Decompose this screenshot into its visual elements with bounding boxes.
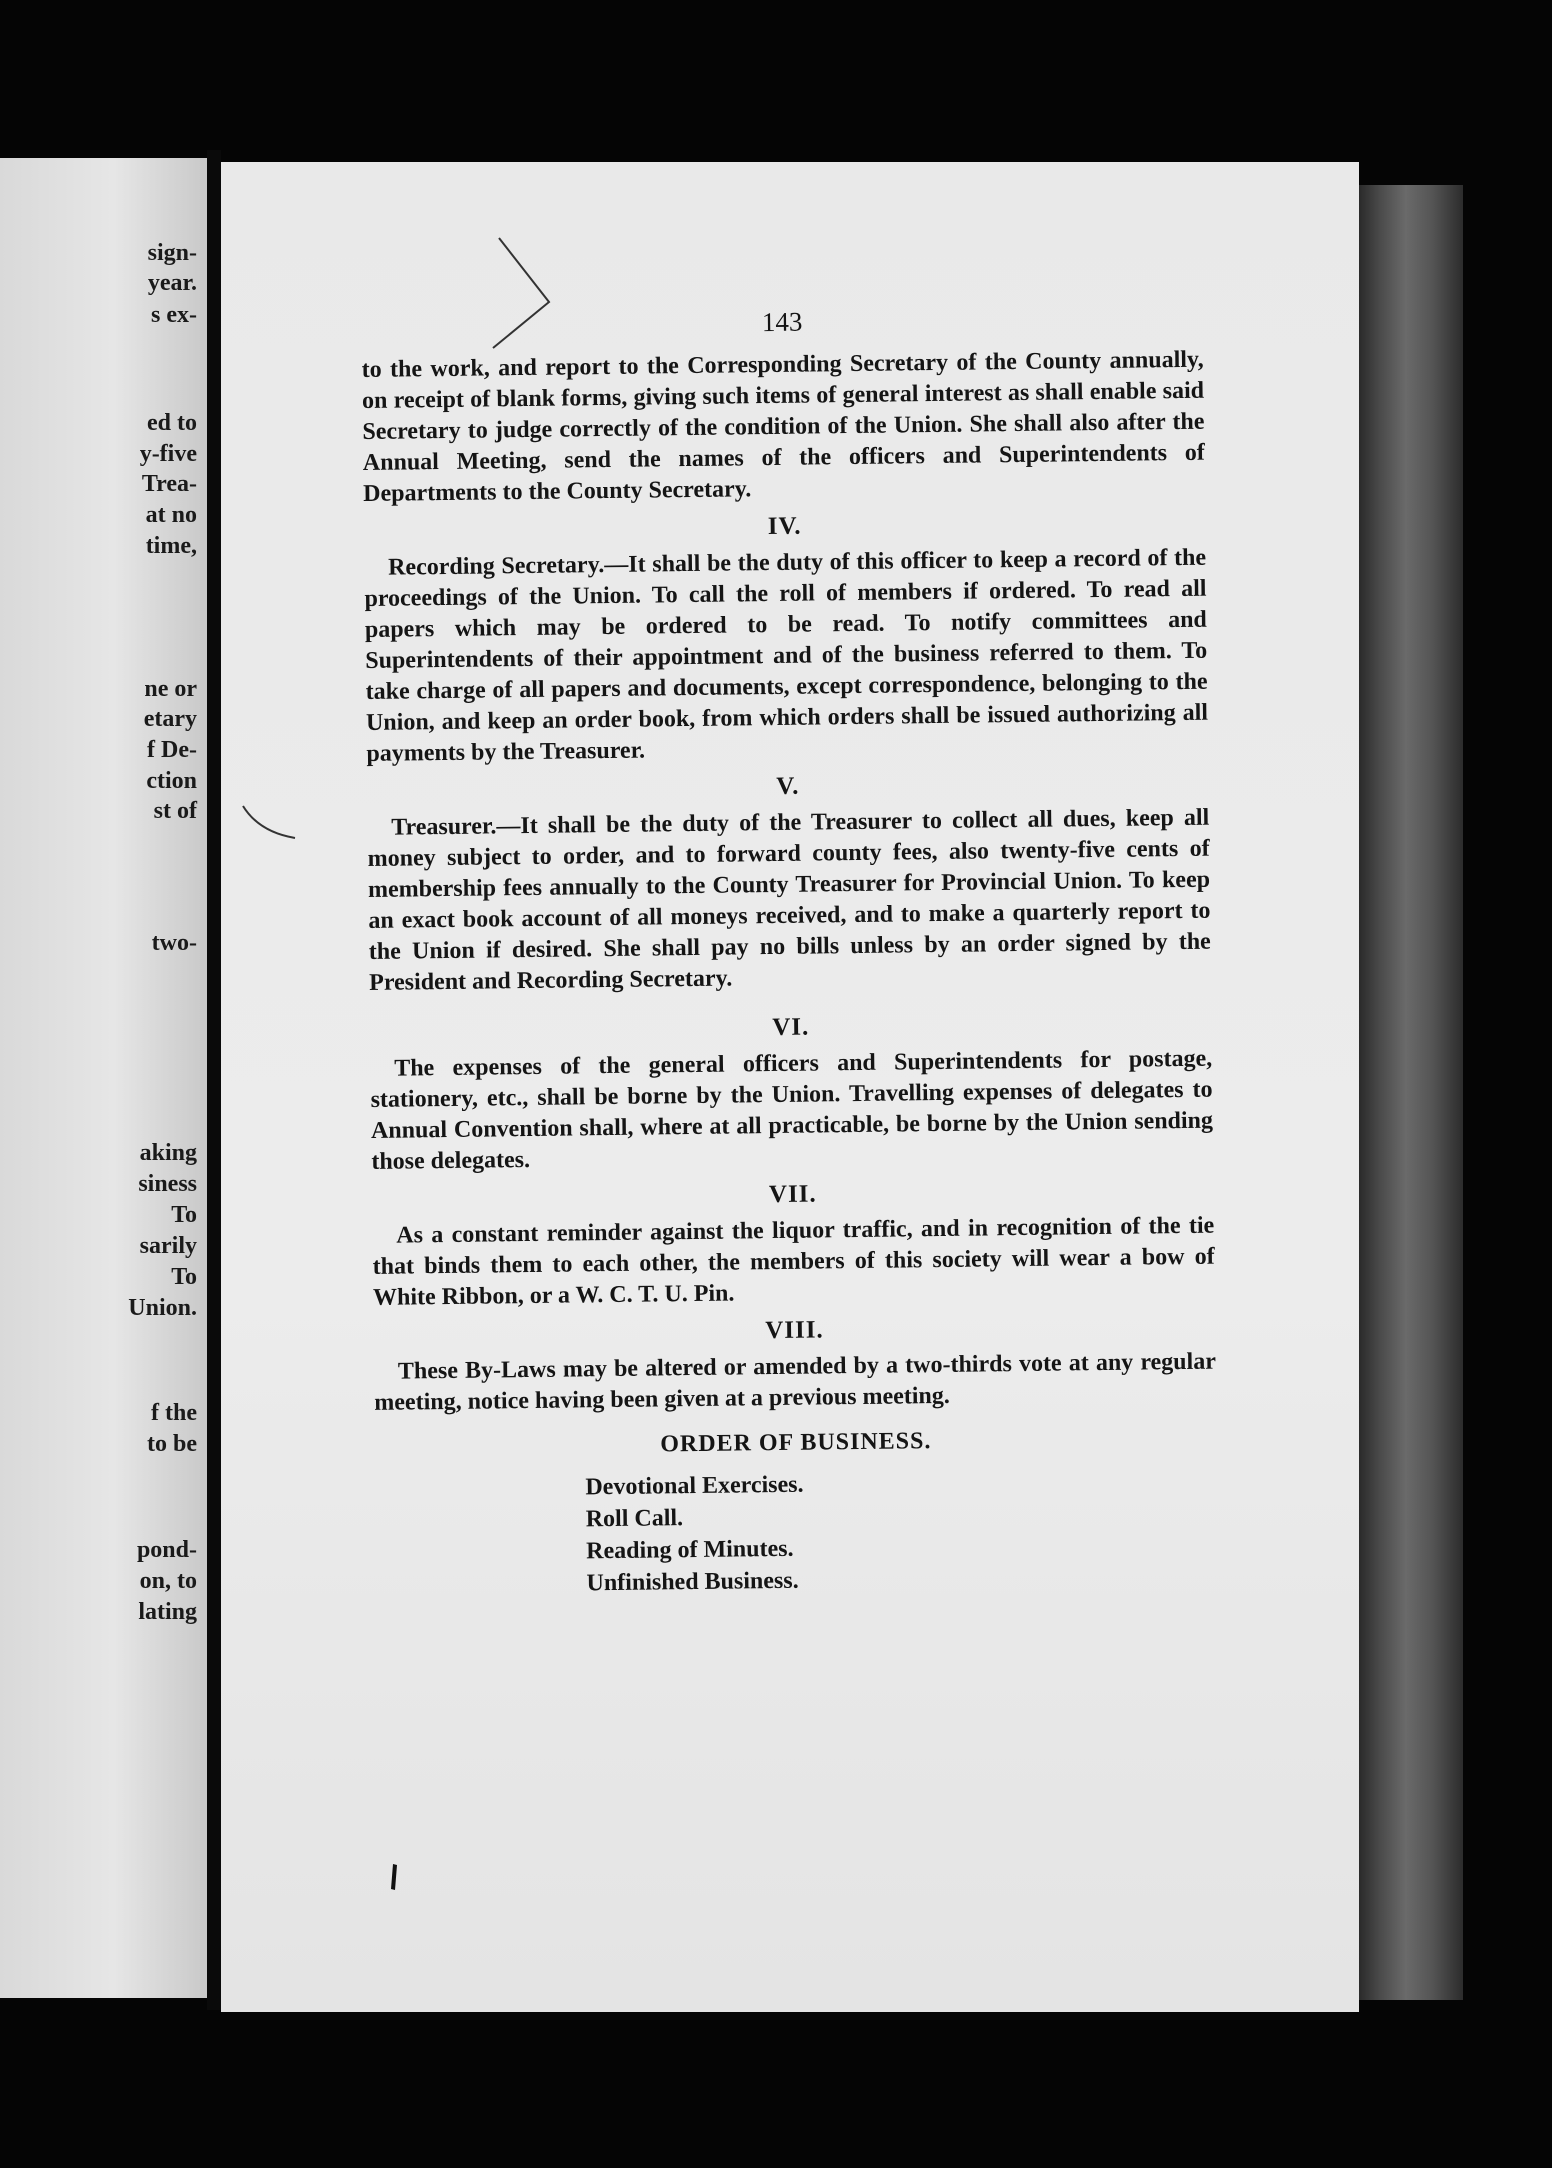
page-number: 143 — [761, 306, 803, 338]
left-page-fragment: ction — [146, 768, 197, 794]
section-paragraph: The expenses of the general officers and Superintendents for postage, stationery, etc., shall be borne by the Union. Travelling expenses of delegates to Annual Convention shall, where at all practicable, be borne by the Union sending those delegates. — [370, 1045, 1214, 1175]
left-page-fragment: at no — [145, 502, 197, 528]
book-gutter — [207, 150, 221, 2010]
left-page-fragment: year. — [147, 270, 197, 296]
intro-paragraph: to the work, and report to the Corresponding Secretary of the County annually, on receipt of blank forms, giving such items of general interest as shall enable said Secretary to judge correctly of the condition of the Union. She shall also after the Annual Meeting, send the names of the officers and Superintendents of Departments to the County Secretary. — [361, 346, 1205, 507]
section-vi — [370, 1007, 1214, 1178]
section-heading: V. — [776, 772, 800, 800]
left-page-fragment: lating — [138, 1599, 197, 1625]
left-page-fragment: siness — [138, 1171, 197, 1197]
left-page-fragment: s ex- — [151, 302, 197, 328]
list-item: Reading of Minutes. — [585, 1535, 794, 1565]
left-page-fragment: Trea- — [141, 471, 197, 497]
left-page-fragment: pond- — [136, 1537, 197, 1563]
order-of-business-list — [375, 1464, 1219, 1602]
left-page-fragment: sarily — [139, 1233, 197, 1259]
ink-blot — [387, 1862, 401, 1892]
section-viii — [373, 1310, 1216, 1419]
left-page-fragment: st of — [153, 798, 197, 824]
left-page-fragment: sign- — [147, 240, 197, 266]
pencil-mark-left — [239, 802, 299, 852]
left-page-fragment: ed to — [147, 410, 197, 436]
section-vii — [372, 1174, 1216, 1314]
left-page-fragment: aking — [139, 1140, 197, 1166]
section-paragraph: These By-Laws may be altered or amended by a two-thirds vote at any regular meeting, notice having been given at a previous meeting. — [374, 1348, 1217, 1416]
left-page-fragment: To — [171, 1202, 197, 1228]
section-paragraph: As a constant reminder against the liquor traffic, and in recognition of the tie that binds them to each other, the members of this society will wear a bow of White Ribbon, or a W. C. T. U. Pin. — [372, 1212, 1215, 1311]
left-page-fragment: to be — [147, 1431, 197, 1457]
left-page-fragment: y-five — [139, 441, 197, 467]
right-page — [221, 162, 1359, 2012]
page-edge-stack — [1359, 185, 1463, 2000]
left-page-fragment: ne or — [144, 676, 197, 702]
section-paragraph: Recording Secretary.—It shall be the duty of this officer to keep a record of the proceedings of the Union. To call the roll of members if ordered. To read all papers which may be ordered to be read. To notify committees and Superintendents of their appointment and of the business referred to them. To take charge of all papers and documents, except correspondence, belonging to the Union, and keep an order book, from which orders shall be issued authorizing all payments by the Treasurer. — [364, 544, 1209, 767]
section-heading: VIII. — [765, 1316, 824, 1345]
order-of-business-title: ORDER OF BUSINESS. — [660, 1428, 932, 1458]
left-page-fragment: f the — [151, 1400, 197, 1426]
left-page-fragment: etary — [143, 706, 197, 732]
list-item: Devotional Exercises. — [585, 1471, 804, 1501]
page-text-block — [361, 302, 1219, 1602]
section-heading: IV. — [767, 512, 802, 541]
left-page-fragment: time, — [145, 533, 197, 559]
left-page-fragment: To — [171, 1264, 197, 1290]
left-page-fragment: Union. — [128, 1295, 197, 1321]
section-heading: VI. — [772, 1013, 810, 1042]
section-iv — [363, 506, 1208, 770]
list-item: Unfinished Business. — [586, 1567, 799, 1597]
list-item: Roll Call. — [585, 1505, 684, 1533]
left-page-fragment: f De- — [147, 737, 197, 763]
left-page — [0, 158, 207, 1998]
section-heading: VII. — [768, 1180, 817, 1209]
section-v — [367, 766, 1212, 999]
left-page-fragment: two- — [151, 930, 197, 956]
left-page-fragment: on, to — [139, 1568, 197, 1594]
section-paragraph: Treasurer.—It shall be the duty of the Treasurer to collect all dues, keep all money subject to order, and to forward county fees, also twenty-five cents of membership fees annually to the County Treasurer for Provincial Union. To keep an exact book account of all moneys received, and to make a quarterly report to the Union if desired. She shall pay no bills unless by an order signed by the President and Recording Secretary. — [367, 804, 1211, 996]
